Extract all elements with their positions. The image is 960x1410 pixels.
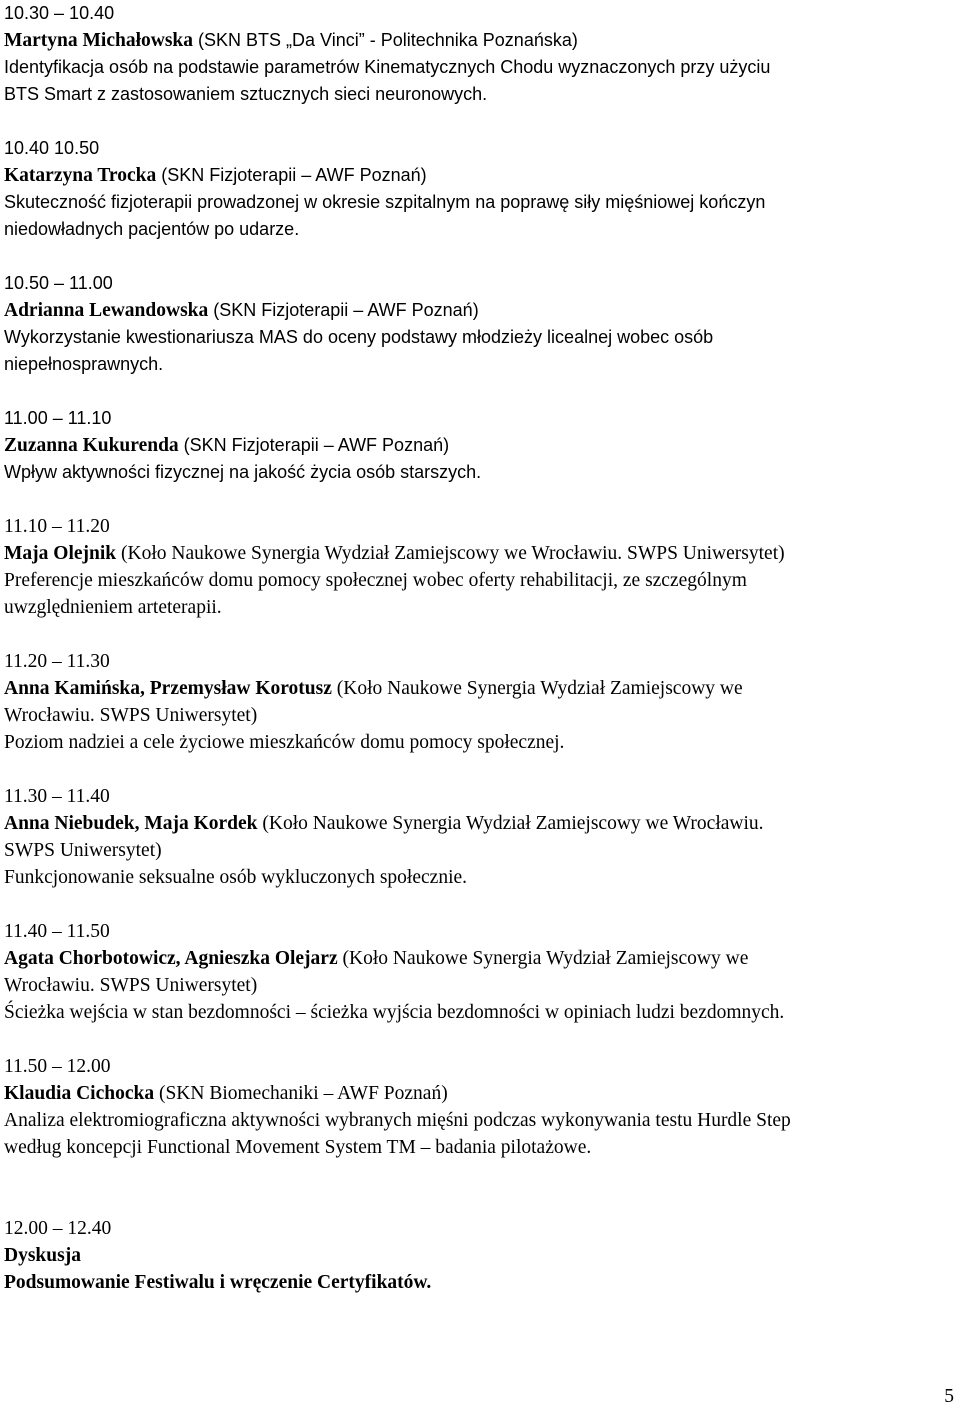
document-page <box>4 0 954 1323</box>
presenter-names: Zuzanna Kukurenda <box>4 435 179 456</box>
time-slot: 11.30 – 11.40 <box>4 786 110 807</box>
time-slot: 12.00 – 12.40 <box>4 1218 112 1239</box>
talk-title-line: Wykorzystanie kwestionariusza MAS do oceny podstawy młodzieży licealnej wobec osób <box>4 327 714 347</box>
presenter-names: Anna Niebudek, Maja Kordek <box>4 813 258 834</box>
presenter-line <box>4 1080 954 1107</box>
affiliation: (Koło Naukowe Synergia Wydział Zamiejscowy we Wrocławiu. <box>257 813 764 834</box>
affiliation: (SKN Fizjoterapii – AWF Poznań) <box>208 300 479 320</box>
time-slot: 11.40 – 11.50 <box>4 921 110 942</box>
time-slot: 11.20 – 11.30 <box>4 651 110 672</box>
talk-title-line: Ścieżka wejścia w stan bezdomności – ścieżka wyjścia bezdomności w opiniach ludzi bezdomnych. <box>4 1002 785 1023</box>
talk-title-line: BTS Smart z zastosowaniem sztucznych sieci neuronowych. <box>4 84 488 104</box>
schedule-entry-9 <box>4 1053 954 1161</box>
schedule-entry-8 <box>4 918 954 1026</box>
time-slot: 10.40 10.50 <box>4 138 100 158</box>
presenter-names: Martyna Michałowska <box>4 30 194 51</box>
talk-title-line: Preferencje mieszkańców domu pomocy społecznej wobec oferty rehabilitacji, ze szczególnym <box>4 570 747 591</box>
affiliation-continued: Wrocławiu. SWPS Uniwersytet) <box>4 705 258 726</box>
spacer <box>4 1188 954 1215</box>
schedule-entry-7 <box>4 783 954 891</box>
talk-title-line: Poziom nadziei a cele życiowe mieszkańców domu pomocy społecznej. <box>4 732 565 753</box>
schedule-entry-5 <box>4 513 954 621</box>
presenter-names: Adrianna Lewandowska <box>4 300 209 321</box>
affiliation-continued: Wrocławiu. SWPS Uniwersytet) <box>4 975 258 996</box>
talk-title-line: Identyfikacja osób na podstawie parametrów Kinematycznych Chodu wyznaczonych przy użyciu <box>4 57 771 77</box>
talk-title-line: według koncepcji Functional Movement System TM – badania pilotażowe. <box>4 1137 592 1158</box>
presenter-names: Anna Kamińska, Przemysław Korotusz <box>4 678 332 699</box>
time-slot: 11.00 – 11.10 <box>4 408 112 428</box>
affiliation: (SKN Biomechaniki – AWF Poznań) <box>154 1083 448 1104</box>
closing-entry <box>4 1215 954 1296</box>
affiliation: (SKN BTS „Da Vinci” - Politechnika Poznańska) <box>193 30 578 50</box>
affiliation-continued: SWPS Uniwersytet) <box>4 840 162 861</box>
talk-title-line: Skuteczność fizjoterapii prowadzonej w okresie szpitalnym na poprawę siły mięśniowej kończyn <box>4 192 766 212</box>
presenter-line <box>4 810 954 837</box>
presenter-line <box>4 675 954 702</box>
time-slot: 11.10 – 11.20 <box>4 516 110 537</box>
affiliation: (SKN Fizjoterapii – AWF Poznań) <box>178 435 450 455</box>
presenter-line <box>4 27 954 54</box>
presenter-line <box>4 540 954 567</box>
time-slot: 11.50 – 12.00 <box>4 1056 111 1077</box>
affiliation: (Koło Naukowe Synergia Wydział Zamiejscowy we <box>337 948 749 969</box>
affiliation: (SKN Fizjoterapii – AWF Poznań) <box>156 165 427 185</box>
presenter-names: Klaudia Cichocka <box>4 1083 155 1104</box>
talk-title-line: niepełnosprawnych. <box>4 354 164 374</box>
affiliation: (Koło Naukowe Synergia Wydział Zamiejscowy we <box>331 678 743 699</box>
talk-title-line: Analiza elektromiograficzna aktywności wybranych mięśni podczas wykonywania testu Hurdle Step <box>4 1110 791 1131</box>
affiliation: (Koło Naukowe Synergia Wydział Zamiejscowy we Wrocławiu. SWPS Uniwersytet) <box>116 543 785 564</box>
schedule-entry-1 <box>4 0 954 108</box>
presenter-line <box>4 432 954 459</box>
summary-label: Podsumowanie Festiwalu i wręczenie Certyfikatów. <box>4 1272 432 1293</box>
talk-title-line: Wpływ aktywności fizycznej na jakość życia osób starszych. <box>4 462 482 482</box>
presenter-line <box>4 297 954 324</box>
schedule-entry-6 <box>4 648 954 756</box>
talk-title-line: uwzględnieniem arteterapii. <box>4 597 222 618</box>
presenter-names: Maja Olejnik <box>4 543 117 564</box>
schedule-entry-3 <box>4 270 954 378</box>
talk-title-line: Funkcjonowanie seksualne osób wykluczonych społecznie. <box>4 867 468 888</box>
schedule-entry-2 <box>4 135 954 243</box>
time-slot: 10.50 – 11.00 <box>4 273 113 293</box>
discussion-label: Dyskusja <box>4 1245 81 1266</box>
page-number: 5 <box>944 1386 954 1407</box>
presenter-names: Agata Chorbotowicz, Agnieszka Olejarz <box>4 948 338 969</box>
presenter-names: Katarzyna Trocka <box>4 165 157 186</box>
time-slot: 10.30 – 10.40 <box>4 3 115 23</box>
presenter-line <box>4 162 954 189</box>
schedule-entry-4 <box>4 405 954 486</box>
talk-title-line: niedowładnych pacjentów po udarze. <box>4 219 300 239</box>
presenter-line <box>4 945 954 972</box>
